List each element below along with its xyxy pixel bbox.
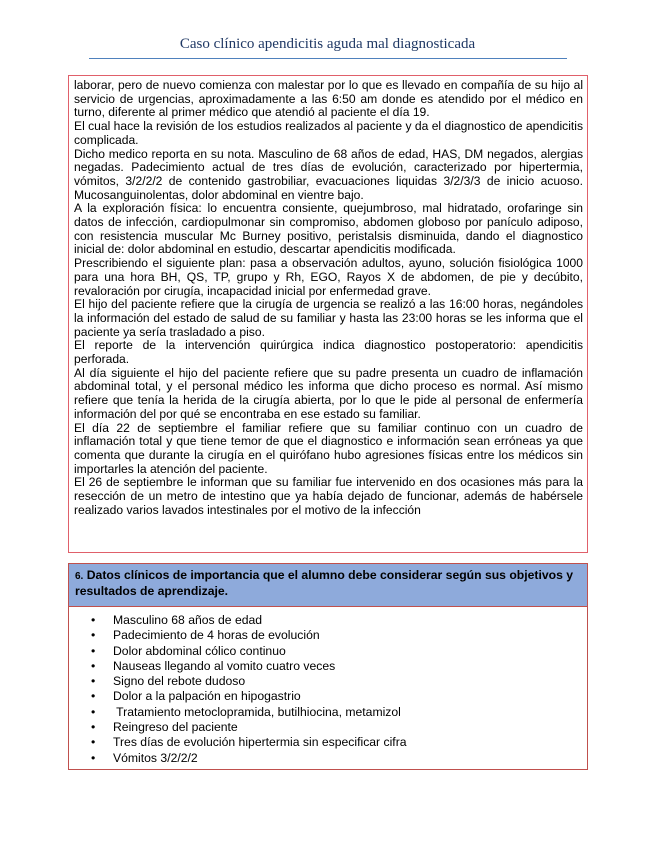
- narrative-paragraph: El cual hace la revisión de los estudios realizados al paciente y da el diagnostico de apendicitis complicada.: [74, 119, 583, 147]
- list-item-text: Reingreso del paciente: [113, 720, 238, 735]
- bullet-icon: •: [91, 643, 96, 658]
- list-item: [69, 644, 587, 659]
- list-item-text: Vómitos 3/2/2/2: [113, 750, 198, 765]
- list-item: [69, 674, 587, 689]
- header-divider: [89, 58, 567, 59]
- list-item-text: Tratamiento metoclopramida, butilhiocina, metamizol: [113, 704, 401, 719]
- list-item: [69, 689, 587, 704]
- list-item: [69, 751, 587, 766]
- clinical-findings-box: [68, 607, 588, 770]
- narrative-paragraph: laborar, pero de nuevo comienza con malestar por lo que es llevado en compañía de su hijo al servicio de urgencias, aproximadamente a las 6:50 am donde es atendido por el médico en turno, diferente al primer médico que atendió al paciente el día 19.: [74, 78, 583, 120]
- bullet-icon: •: [91, 658, 96, 673]
- findings-list: [69, 613, 587, 766]
- page-header-title: Caso clínico apendicitis aguda mal diagnosticada: [179, 36, 476, 52]
- narrative-paragraph: Prescribiendo el siguiente plan: pasa a observación adultos, ayuno, solución fisiológica 1000 para una hora BH, QS, TP, grupo y Rh, EGO, Rayos X de abdomen, de pie y decúbito, revaloración por cirugía, incapacidad inicial por enfermedad grave.: [74, 256, 583, 298]
- bullet-icon: •: [91, 613, 96, 627]
- section-number: 6.: [75, 571, 84, 582]
- list-item: [69, 628, 587, 643]
- bullet-icon: •: [91, 735, 96, 750]
- section-title: Datos clínicos de importancia que el alumno debe considerar según sus objetivos y resultados de aprendizaje.: [75, 568, 574, 598]
- narrative-paragraph: A la exploración física: lo encuentra consiente, quejumbroso, mal hidratado, orofaringe sin datos de infección, cardiopulmonar sin compromiso, abdomen globoso por panículo adiposo, con resistencia muscular Mc Burney positivo, peristalsis disminuida, dando el diagnostico inicial de: dolor abdominal en estudio, descartar apendicitis modificada.: [74, 201, 583, 257]
- list-item: [69, 659, 587, 674]
- list-item: [69, 720, 587, 735]
- narrative-paragraph: El hijo del paciente refiere que la cirugía de urgencia se realizó a las 16:00 horas, negándoles la información del estado de salud de su familiar y hasta las 23:00 horas se les informa que el paciente ya sería trasladado a piso.: [74, 297, 583, 339]
- case-narrative-box: [68, 75, 588, 553]
- narrative-paragraph: El 26 de septiembre le informan que su familiar fue intervenido en dos ocasiones más para la resección de un metro de intestino que ya había dejado de funcionar, además de habérsele realizado varios lavados intestinales por el motivo de la infección: [74, 475, 583, 517]
- bullet-icon: •: [91, 720, 96, 735]
- list-item: [69, 735, 587, 750]
- narrative-paragraph: Al día siguiente el hijo del paciente refiere que su padre presenta un cuadro de inflamación abdominal total, y el personal médico les informa que dicho proceso es normal. Así mismo refiere que tenía la herida de la cirugía abierta, por lo que le pide al personal de enfermería información del por qué se encontraba en ese estado su familiar.: [74, 365, 583, 421]
- bullet-icon: •: [91, 689, 96, 704]
- bullet-icon: •: [91, 674, 96, 689]
- list-item: [69, 613, 587, 628]
- list-item-text: Nauseas llegando al vomito cuatro veces: [113, 658, 336, 673]
- narrative-paragraph: El día 22 de septiembre el familiar refiere que su familiar continuo con un cuadro de inflamación total y que tiene temor de que el diagnostico e información sean erróneas ya que comenta que durante la cirugía en el quirófano hubo agresiones físicas entre los médicos sin importarles la atención del paciente.: [74, 420, 583, 476]
- bullet-icon: •: [91, 750, 96, 765]
- list-item-text: Dolor a la palpación en hipogastrio: [113, 689, 301, 704]
- narrative-paragraph: Dicho medico reporta en su nota. Masculino de 68 años de edad, HAS, DM negados, alergias negadas. Padecimiento actual de tres días de evolución, caracterizado por hipertermia, vómitos, 3/2/2/2 de contenido gastrobiliar, evacuaciones liquidas 3/2/3/3 de inicio acuoso. Mucosanguinolentas, dolor abdominal en vientre bajo.: [74, 146, 583, 202]
- list-item-text: Signo del rebote dudoso: [113, 674, 246, 689]
- narrative-paragraph: El reporte de la intervención quirúrgica indica diagnostico postoperatorio: apendicitis perforada.: [74, 338, 583, 367]
- list-item-text: Padecimiento de 4 horas de evolución: [113, 628, 320, 643]
- list-item-text: Dolor abdominal cólico continuo: [113, 643, 286, 658]
- bullet-icon: •: [91, 628, 96, 643]
- section-6-header: [68, 563, 588, 607]
- list-item-text: Tres días de evolución hipertermia sin especificar cifra: [113, 735, 407, 750]
- list-item-text: Masculino 68 años de edad: [113, 613, 263, 627]
- bullet-icon: •: [91, 704, 96, 719]
- list-item: [69, 705, 587, 720]
